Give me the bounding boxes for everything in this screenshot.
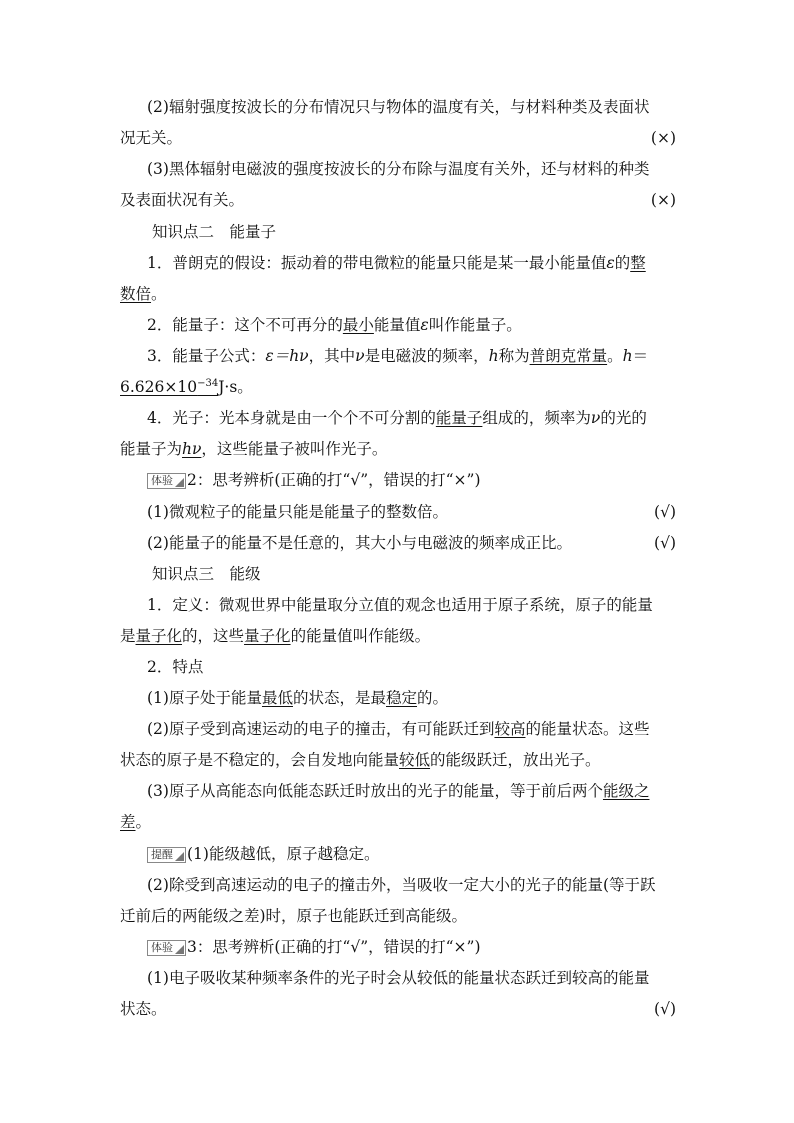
- section-heading: 知识点二 能量子: [152, 223, 277, 241]
- paragraph-line: 能量子为hν，这些能量子被叫作光子。: [120, 440, 388, 458]
- paragraph-line: 4．光子：光本身就是由一个个不可分割的能量子组成的，频率为ν的光的: [147, 409, 647, 427]
- paragraph-line: 差。: [120, 813, 152, 831]
- paragraph-line: $6.626\times 10^{-34}J\cdot s$。: [120, 377, 253, 396]
- question-line: 状态。 (√): [120, 1000, 676, 1018]
- answer-mark: (×): [650, 129, 676, 147]
- question-line: (1)电子吸收某种频率条件的光子时会从较低的能量状态跃迁到较高的能量: [147, 969, 650, 987]
- paragraph-line: 状态的原子是不稳定的，会自发地向能量较低的能级跃迁，放出光子。: [120, 751, 601, 769]
- paragraph-line: (2)辐射强度按波长的分布情况只与物体的温度有关，与材料种类及表面状: [147, 98, 650, 116]
- section-heading: 知识点三 能级: [152, 565, 261, 583]
- paragraph-line: 及表面状况有关。 (×): [120, 191, 676, 209]
- planck-constant-value: $6.626\times 10^{-34}$: [120, 377, 219, 396]
- answer-mark: (√): [654, 503, 676, 521]
- answer-mark: (√): [654, 1000, 676, 1018]
- paragraph-line: (3)黑体辐射电磁波的强度按波长的分布除与温度有关外，还与材料的种类: [147, 160, 650, 178]
- paragraph-line: (2)除受到高速运动的电子的撞击外，当吸收一定大小的光子的能量(等于跃: [147, 876, 656, 894]
- paragraph-line: (2)原子受到高速运动的电子的撞击，有可能跃迁到较高的能量状态。这些: [147, 720, 650, 738]
- answer-mark: (√): [654, 534, 676, 552]
- paragraph-line: 2．能量子：这个不可再分的最小能量值ε叫作能量子。: [147, 316, 522, 334]
- tip-tag: 提醒: [147, 847, 186, 863]
- question-line: (2)能量子的能量不是任意的，其大小与电磁波的频率成正比。 (√): [147, 534, 676, 552]
- paragraph-line: (3)原子从高能态向低能态跃迁时放出的光子的能量，等于前后两个能级之: [147, 782, 650, 800]
- paragraph-line: 1．定义：微观世界中能量取分立值的观念也适用于原子系统，原子的能量: [147, 596, 653, 614]
- experience-line: 体验 2：思考辨析(正确的打“√”，错误的打“×”): [147, 469, 676, 491]
- question-line: (1)微观粒子的能量只能是能量子的整数倍。 (√): [147, 503, 676, 521]
- paragraph-line: 2．特点: [147, 658, 204, 676]
- paragraph-line: 3．能量子公式：ε＝hν，其中ν是电磁波的频率，h称为普朗克常量。h＝: [147, 347, 649, 365]
- paragraph-line: (1)原子处于能量最低的状态，是最稳定的。: [147, 689, 449, 707]
- experience-tag: 体验: [147, 473, 186, 489]
- paragraph-line: 1．普朗克的假设：振动着的带电微粒的能量只能是某一最小能量值ε的整: [147, 254, 646, 272]
- paragraph-line: 是量子化的，这些量子化的能量值叫作能级。: [120, 627, 431, 645]
- experience-tag: 体验: [147, 940, 186, 956]
- paragraph-line: 迁前后的两能级之差)时，原子也能跃迁到高能级。: [120, 907, 468, 925]
- paragraph-line: 况无关。 (×): [120, 129, 676, 147]
- tip-line: 提醒 (1)能级越低，原子越稳定。: [147, 843, 676, 865]
- paragraph-line: 数倍。: [120, 285, 167, 303]
- answer-mark: (×): [650, 191, 676, 209]
- experience-line: 体验 3：思考辨析(正确的打“√”，错误的打“×”): [147, 936, 676, 958]
